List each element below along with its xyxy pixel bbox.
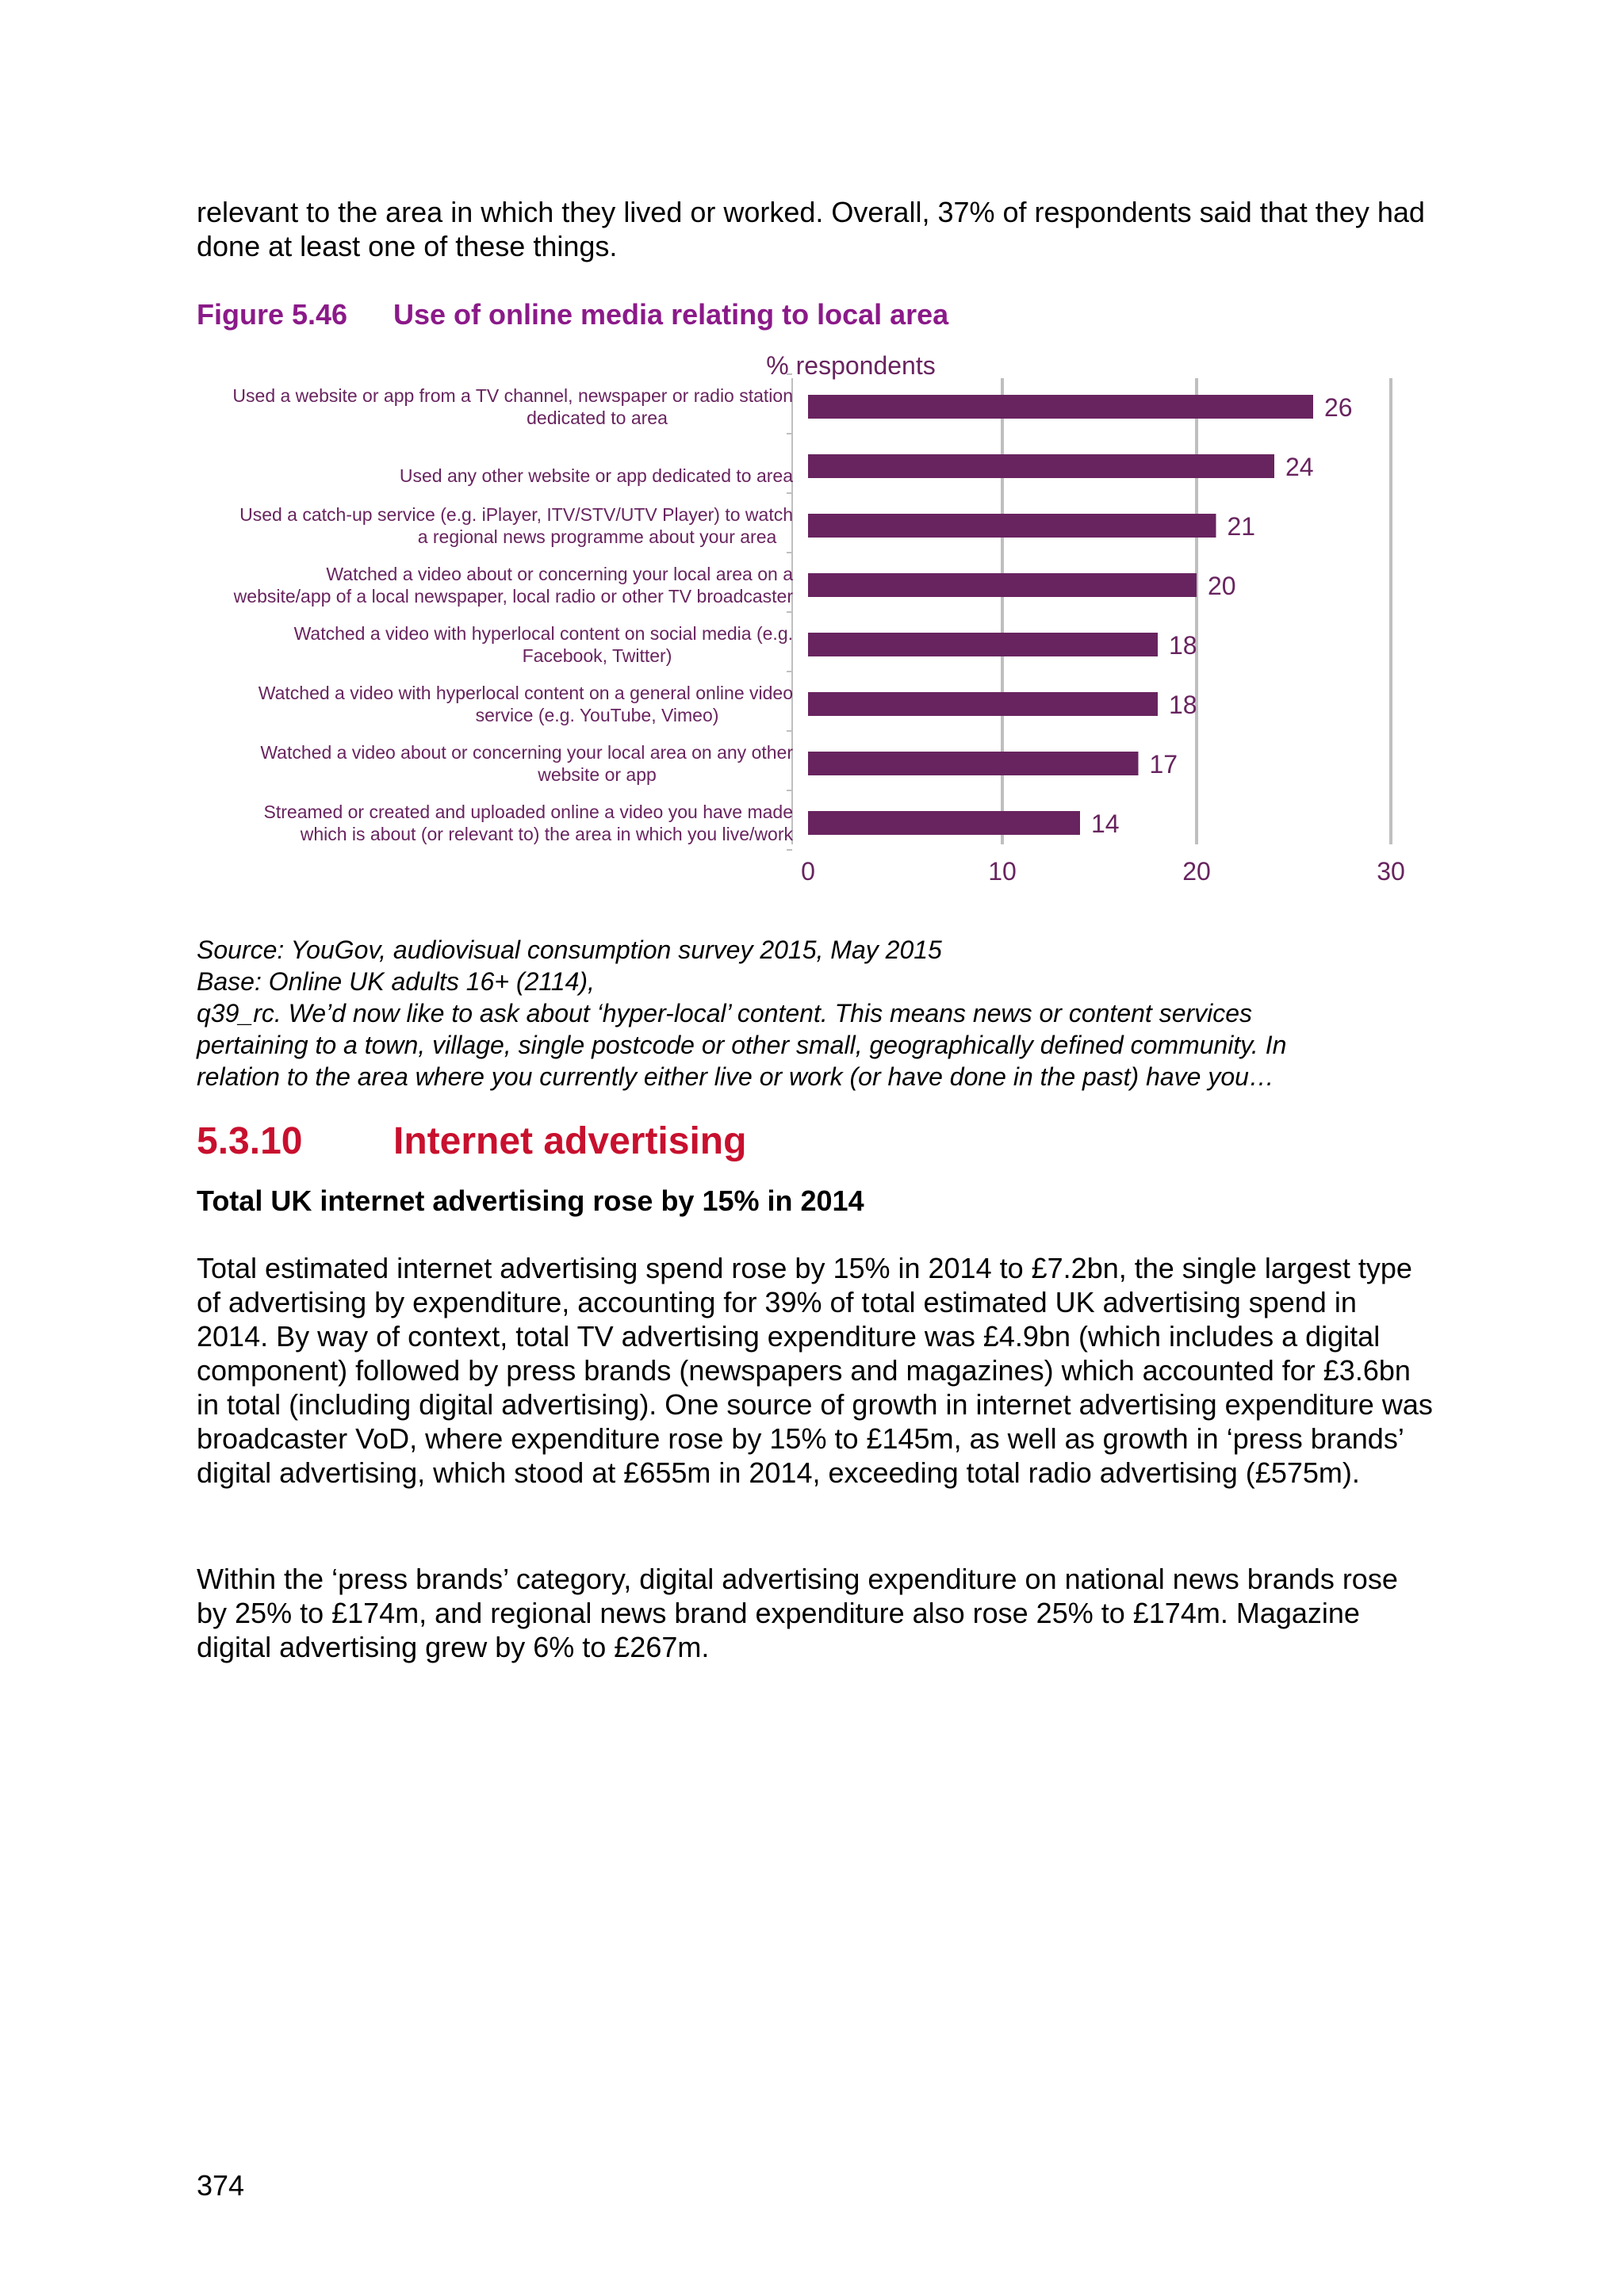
category-label: which is about (or relevant to) the area in which you live/work	[300, 824, 793, 844]
data-label: 17	[1149, 750, 1178, 779]
source-line: Base: Online UK adults 16+ (2114),	[197, 967, 595, 996]
section-heading	[197, 1119, 746, 1163]
x-tick-label: 0	[801, 857, 815, 886]
source-line: relation to the area where you currently either live or work (or have done in the past) have you…	[197, 1062, 1274, 1091]
chart-title: % respondents	[766, 351, 936, 380]
source-line: q39_rc. We’d now like to ask about ‘hyper-local’ content. This means news or content services	[197, 999, 1253, 1027]
x-tick-label: 10	[988, 857, 1017, 886]
bar	[808, 692, 1158, 716]
category-label: service (e.g. YouTube, Vimeo)	[475, 705, 719, 725]
x-tick-label: 30	[1377, 857, 1405, 886]
bar	[808, 514, 1216, 538]
category-label: Used a catch-up service (e.g. iPlayer, ITV/STV/UTV Player) to watch	[239, 504, 793, 525]
data-label: 24	[1285, 453, 1314, 481]
section-number: 5.3.10	[197, 1120, 303, 1162]
data-label: 18	[1169, 631, 1197, 660]
figure-caption	[197, 298, 948, 331]
body-paragraph: Total estimated internet advertising spend rose by 15% in 2014 to £7.2bn, the single largest type of advertising by expenditure, accounting for 39% of total estimated UK advertising spend in 2014. By way of context, total TV advertising expenditure was £4.9bn (which includes a digital component) followed by press brands (newspapers and magazines) which accounted for £3.6bn in total (including digital advertising). One source of growth in internet advertising expenditure was broadcaster VoD, where expenditure rose by 15% to £145m, as well as growth in ‘press brands’ digital advertising, which stood at £655m in 2014, exceeding total radio advertising (£575m).	[197, 1252, 1433, 1489]
data-label: 18	[1169, 691, 1197, 719]
category-label: a regional news programme about your area	[417, 526, 777, 547]
category-label: website/app of a local newspaper, local radio or other TV broadcaster	[233, 586, 793, 607]
category-label: Watched a video about or concerning your local area on a	[326, 564, 793, 584]
data-label: 20	[1208, 572, 1236, 600]
bar-chart	[197, 349, 1434, 928]
data-label: 26	[1324, 393, 1353, 422]
bar	[808, 811, 1080, 835]
figure-source	[197, 934, 1465, 1093]
category-label: website or app	[538, 764, 657, 785]
subheading: Total UK internet advertising rose by 15% in 2014	[197, 1184, 864, 1217]
figure-number: Figure 5.46	[197, 298, 348, 331]
body-paragraph: Within the ‘press brands’ category, digital advertising expenditure on national news brands rose by 25% to £174m, and regional news brand expenditure also rose 25% to £174m. Magazine digital advertising grew by 6% to £267m.	[197, 1563, 1398, 1663]
category-label: Watched a video with hyperlocal content on a general online video	[258, 683, 793, 703]
source-line: Source: YouGov, audiovisual consumption survey 2015, May 2015	[197, 936, 942, 964]
bar	[808, 454, 1274, 478]
bar	[808, 573, 1197, 597]
intro-paragraph: relevant to the area in which they lived or worked. Overall, 37% of respondents said that they had done at least one of these things.	[197, 196, 1425, 262]
category-label: Facebook, Twitter)	[522, 645, 672, 666]
category-label: Watched a video about or concerning your local area on any other	[260, 742, 793, 763]
category-label: dedicated to area	[527, 408, 668, 428]
x-tick-label: 20	[1182, 857, 1211, 886]
data-label: 21	[1227, 512, 1256, 541]
page-number: 374	[197, 2169, 245, 2202]
section-title: Internet advertising	[393, 1120, 747, 1162]
category-label: Streamed or created and uploaded online a video you have made	[263, 802, 793, 822]
category-label: Watched a video with hyperlocal content on social media (e.g.	[293, 623, 793, 644]
category-label: Used a website or app from a TV channel, newspaper or radio station	[232, 385, 793, 406]
data-label: 14	[1091, 809, 1120, 838]
bar	[808, 752, 1139, 775]
bar	[808, 395, 1313, 419]
bar	[808, 633, 1158, 656]
category-label: Used any other website or app dedicated to area	[399, 465, 793, 486]
source-line: pertaining to a town, village, single postcode or other small, geographically defined community. In	[197, 1031, 1287, 1059]
figure-title: Use of online media relating to local area	[393, 298, 949, 331]
